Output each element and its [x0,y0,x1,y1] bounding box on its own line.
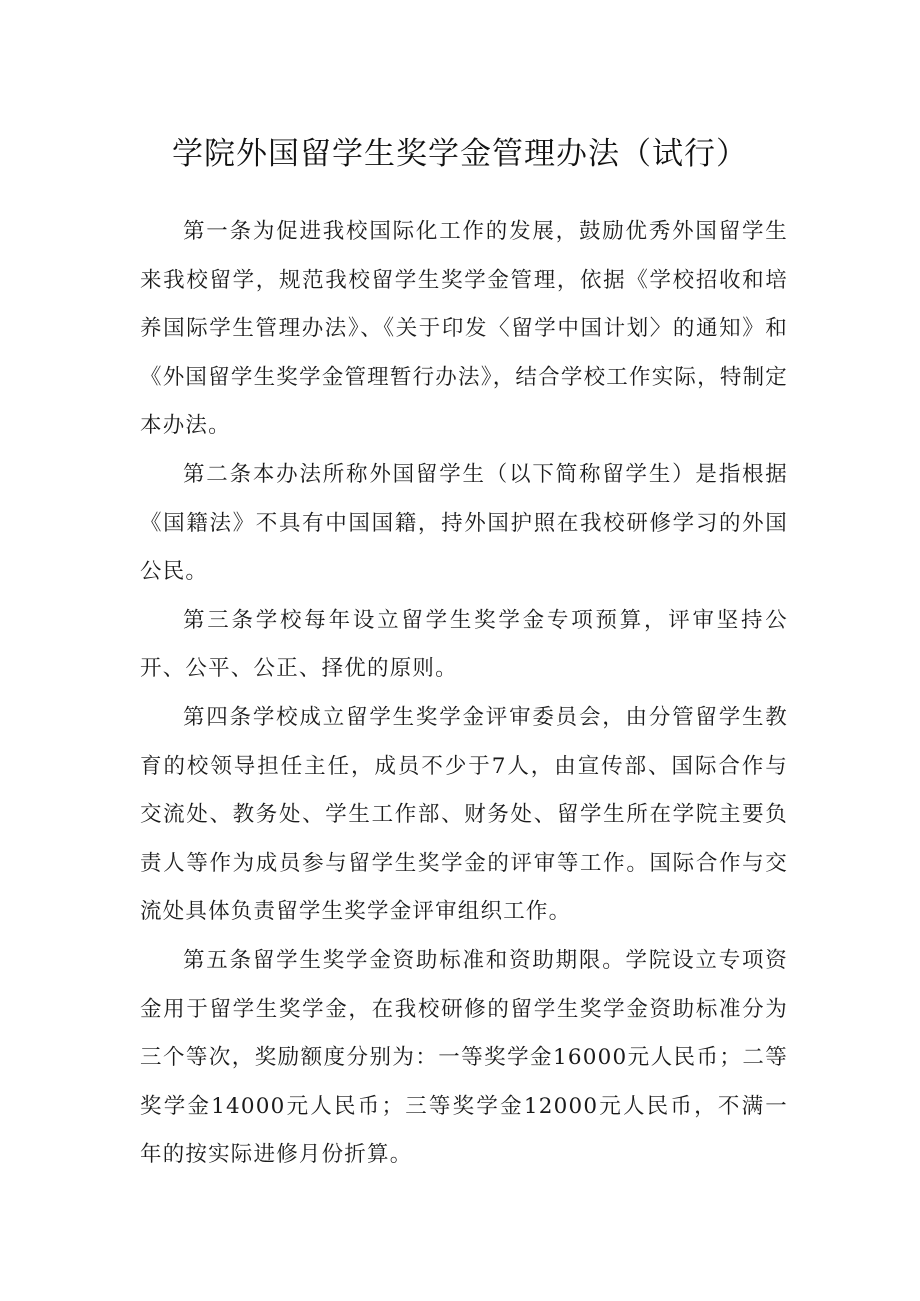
document-body [140,208,788,1180]
article-4: 第四条学校成立留学生奖学金评审委员会，由分管留学生教育的校领导担任主任，成员不少于7人，由宣传部、国际合作与交流处、教务处、学生工作部、财务处、留学生所在学院主要负责人等作为成员参与留学生奖学金的评审等工作。国际合作与交流处具体负责留学生奖学金评审组织工作。 [140,704,788,925]
article-2: 第二条本办法所称外国留学生（以下简称留学生）是指根据《国籍法》不具有中国国籍，持外国护照在我校研修学习的外国公民。 [140,461,788,585]
article-5: 第五条留学生奖学金资助标准和资助期限。学院设立专项资金用于留学生奖学金，在我校研修的留学生奖学金资助标准分为三个等次，奖励额度分别为：一等奖学金16000元人民币；二等奖学金14000元人民币；三等奖学金12000元人民币，不满一年的按实际进修月份折算。 [140,947,788,1168]
article-3: 第三条学校每年设立留学生奖学金专项预算，评审坚持公开、公平、公正、择优的原则。 [140,607,788,682]
document-title: 学院外国留学生奖学金管理办法（试行） [172,136,748,172]
article-1: 第一条为促进我校国际化工作的发展，鼓励优秀外国留学生来我校留学，规范我校留学生奖学金管理，依据《学校招收和培养国际学生管理办法》、《关于印发〈留学中国计划〉的通知》和《外国留学生奖学金管理暂行办法》，结合学校工作实际，特制定本办法。 [140,219,788,439]
